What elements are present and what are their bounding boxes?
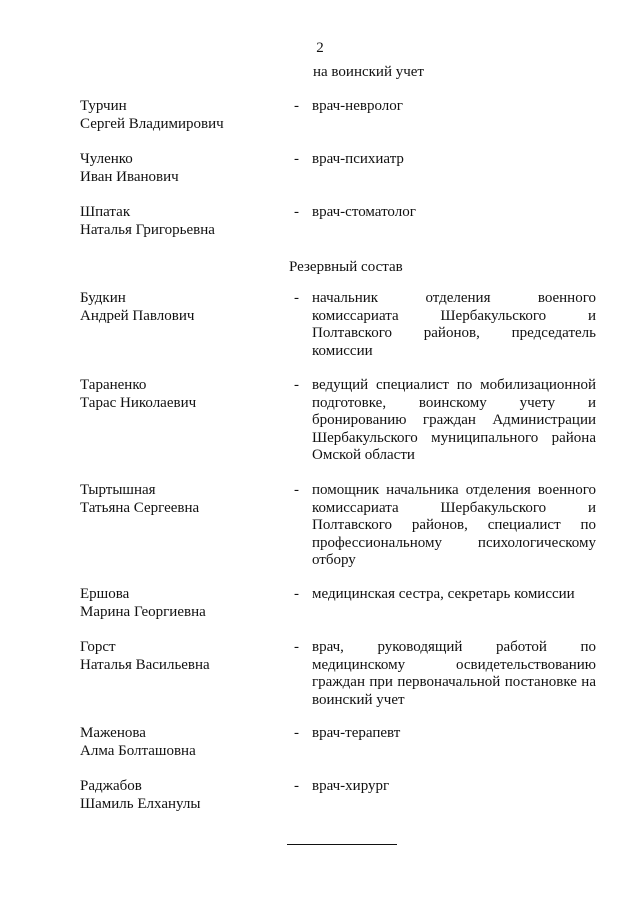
member-role: врач-хирург [312, 778, 390, 794]
member-role: врач, руководящий работой по медицинскому освидетельствованию граждан при первоначальной постановке на воинский учет [312, 639, 596, 708]
member-given-name: Тарас Николаевич [80, 394, 197, 411]
member-surname: Будкин [80, 290, 126, 306]
member-name [80, 151, 280, 186]
member-surname: Тыртышная [80, 482, 156, 498]
member-role: врач-невролог [312, 98, 403, 114]
member-name [80, 290, 280, 325]
member-name [80, 377, 280, 412]
dash-separator: - [294, 204, 299, 220]
member-role: врач-терапевт [312, 725, 401, 741]
member-surname: Чуленко [80, 151, 133, 167]
dash-separator: - [294, 151, 299, 167]
member-role: помощник начальника отделения военного комиссариата Шербакульского и Полтавского районов, специалист по профессиональному психологическому отбору [312, 482, 596, 568]
member-surname: Турчин [80, 98, 127, 114]
member-surname: Шпатак [80, 204, 131, 220]
member-role: ведущий специалист по мобилизационной подготовке, воинскому учету и бронированию граждан Администрации Шербакульского муниципального района Омской области [312, 377, 596, 463]
dash-separator: - [294, 586, 299, 602]
member-name [80, 204, 280, 239]
member-given-name: Наталья Васильевна [80, 656, 210, 673]
dash-separator: - [294, 377, 299, 393]
dash-separator: - [294, 482, 299, 498]
member-given-name: Сергей Владимирович [80, 115, 224, 132]
member-given-name: Андрей Павлович [80, 307, 195, 324]
dash-separator: - [294, 778, 299, 794]
member-role: медицинская сестра, секретарь комиссии [312, 586, 575, 602]
member-role: врач-стоматолог [312, 204, 416, 220]
reserve-section-title: Резервный состав [289, 259, 403, 275]
member-name [80, 482, 280, 517]
member-name [80, 725, 280, 760]
end-divider [287, 844, 397, 845]
member-given-name: Иван Иванович [80, 168, 179, 185]
dash-separator: - [294, 98, 299, 114]
member-surname: Тараненко [80, 377, 147, 393]
dash-separator: - [294, 725, 299, 741]
member-surname: Горст [80, 639, 116, 655]
dash-separator: - [294, 290, 299, 306]
member-name [80, 98, 280, 133]
dash-separator: - [294, 639, 299, 655]
member-role: начальник отделения военного комиссариата Шербакульского и Полтавского районов, председатель комиссии [312, 290, 596, 359]
member-given-name: Марина Георгиевна [80, 603, 206, 620]
member-given-name: Шамиль Елханулы [80, 795, 201, 812]
member-given-name: Наталья Григорьевна [80, 221, 215, 238]
member-surname: Ершова [80, 586, 130, 602]
member-name [80, 639, 280, 674]
member-given-name: Татьяна Сергеевна [80, 499, 200, 516]
member-surname: Маженова [80, 725, 146, 741]
member-name [80, 586, 280, 621]
member-given-name: Алма Болташовна [80, 742, 196, 759]
member-name [80, 778, 280, 813]
member-role: врач-психиатр [312, 151, 404, 167]
member-surname: Раджабов [80, 778, 142, 794]
continuation-text: на воинский учет [313, 64, 424, 80]
page-number: 2 [316, 40, 324, 56]
